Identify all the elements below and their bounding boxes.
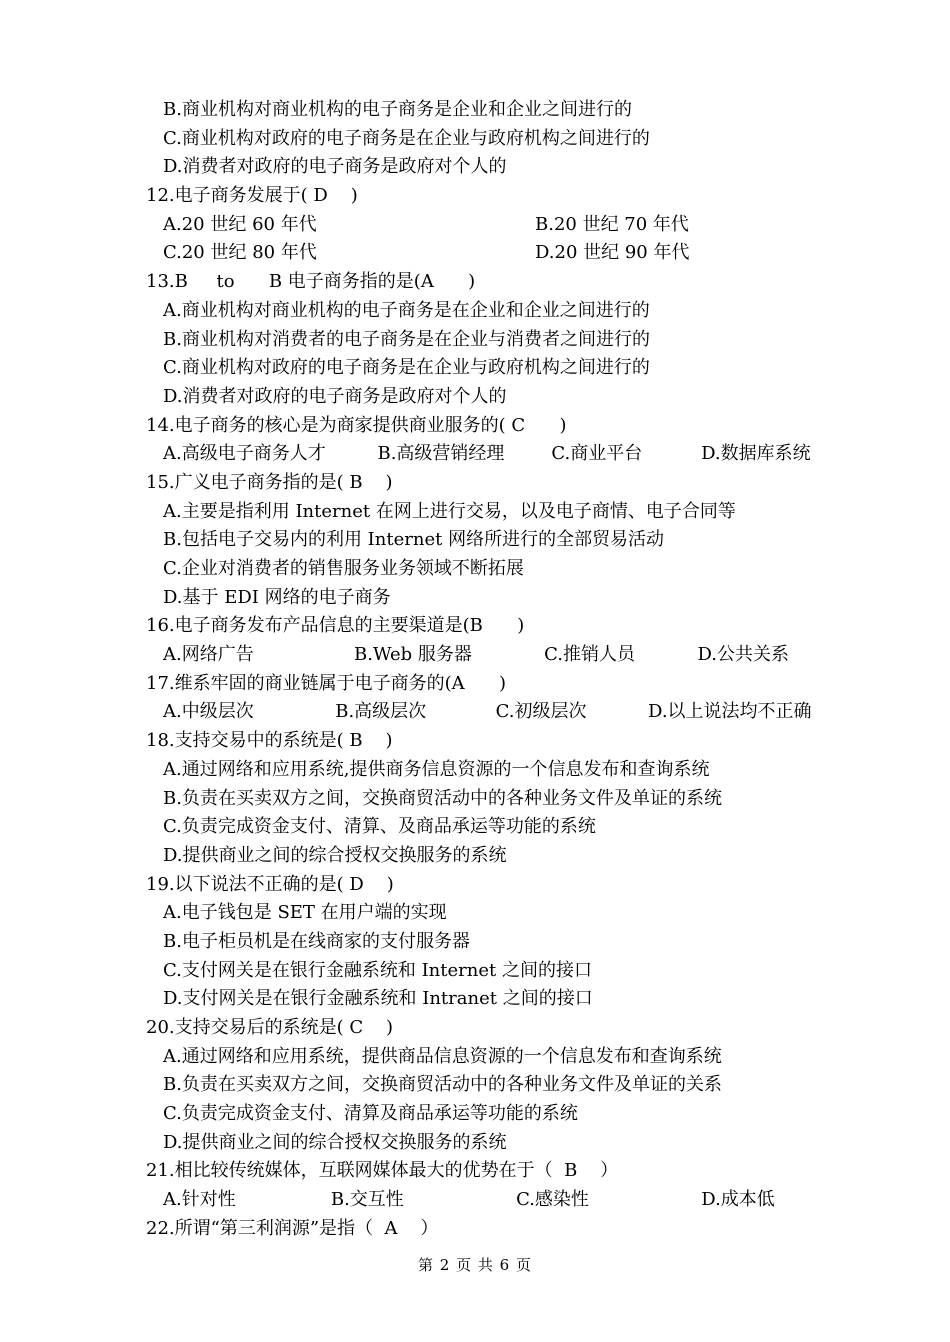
question-stem: 20.支持交易后的系统是( C ) <box>146 1017 394 1038</box>
option-text: D.数据库系统 <box>701 443 811 465</box>
option-text: B.Web 服务器 <box>354 644 472 666</box>
question-stem: 17.维系牢固的商业链属于电子商务的(A ) <box>146 672 506 694</box>
option-text: A.通过网络和应用系统,提供商务信息资源的一个信息发布和查询系统 <box>163 758 710 780</box>
option-row <box>146 211 846 240</box>
option-text: B.包括电子交易内的利用 Internet 网络所进行的全部贸易活动 <box>163 529 665 551</box>
question-stem: 12.电子商务发展于( D ) <box>146 185 358 207</box>
option-text: D.以上说法均不正确 <box>648 701 812 723</box>
option-text: B.负责在买卖双方之间，交换商贸活动中的各种业务文件及单证的关系 <box>163 1074 722 1096</box>
question-stem: 14.电子商务的核心是为商家提供商业服务的( C ) <box>146 414 567 436</box>
option-text: D.基于 EDI 网络的电子商务 <box>163 586 391 608</box>
option-row <box>146 641 846 670</box>
option-text: A.主要是指利用 Internet 在网上进行交易，以及电子商情、电子合同等 <box>163 500 736 522</box>
option-text: A.20 世纪 60 年代 <box>163 213 317 235</box>
question-stem: 15.广义电子商务指的是( B ) <box>146 471 393 493</box>
option-text: D.成本低 <box>701 1189 775 1211</box>
option-text: C.初级层次 <box>495 701 587 723</box>
option-text: A.通过网络和应用系统，提供商品信息资源的一个信息发布和查询系统 <box>163 1045 722 1067</box>
option-text: A.网络广告 <box>163 644 254 666</box>
option-text: D.公共关系 <box>697 644 790 666</box>
option-text: D.20 世纪 90 年代 <box>535 242 690 264</box>
option-text: C.支付网关是在银行金融系统和 Internet 之间的接口 <box>163 959 592 981</box>
option-text: A.中级层次 <box>163 701 254 723</box>
option-text: B.电子柜员机是在线商家的支付服务器 <box>163 930 470 952</box>
question-stem: 19.以下说法不正确的是( D ) <box>146 873 394 895</box>
option-text: C.商业机构对政府的电子商务是在企业与政府机构之间进行的 <box>163 357 650 379</box>
option-row <box>146 698 846 727</box>
option-text: A.高级电子商务人才 <box>163 443 326 465</box>
question-stem: 18.支持交易中的系统是( B ) <box>146 730 393 752</box>
option-text: D.消费者对政府的电子商务是政府对个人的 <box>163 156 507 178</box>
question-list <box>146 96 846 1244</box>
option-text: A.针对性 <box>163 1189 236 1211</box>
question-stem: 21.相比较传统媒体，互联网媒体最大的优势在于（ B ） <box>146 1160 619 1182</box>
option-text: D.支付网关是在银行金融系统和 Intranet 之间的接口 <box>163 988 593 1010</box>
option-text: A.电子钱包是 SET 在用户端的实现 <box>163 902 447 924</box>
option-text: B.高级营销经理 <box>377 443 505 465</box>
option-text: B.负责在买卖双方之间，交换商贸活动中的各种业务文件及单证的系统 <box>163 787 722 809</box>
option-text: C.商业平台 <box>551 443 643 465</box>
question-stem: 13.B to B 电子商务指的是(A ) <box>146 271 476 293</box>
question-stem: 16.电子商务发布产品信息的主要渠道是(B ) <box>146 615 525 637</box>
option-text: B.交互性 <box>330 1189 404 1211</box>
option-text: C.企业对消费者的销售服务业务领域不断拓展 <box>163 558 524 579</box>
question-stem: 22.所谓“第三利润源”是指（ A ） <box>146 1217 439 1239</box>
option-text: C.推销人员 <box>544 644 635 666</box>
option-text: B.商业机构对商业机构的电子商务是企业和企业之间进行的 <box>163 99 632 120</box>
option-text: D.提供商业之间的综合授权交换服务的系统 <box>163 1131 507 1153</box>
option-text: D.提供商业之间的综合授权交换服务的系统 <box>163 844 507 866</box>
option-text: B.20 世纪 70 年代 <box>535 213 689 235</box>
option-row <box>146 440 846 469</box>
option-row <box>146 1186 846 1215</box>
option-text: C.负责完成资金支付、清算、及商品承运等功能的系统 <box>163 816 596 838</box>
option-text: D.消费者对政府的电子商务是政府对个人的 <box>163 385 507 407</box>
option-text: C.商业机构对政府的电子商务是在企业与政府机构之间进行的 <box>163 127 650 149</box>
option-text: B.高级层次 <box>335 701 427 723</box>
page-footer: 第 2 页 共 6 页 <box>418 1256 532 1274</box>
option-text: A.商业机构对商业机构的电子商务是在企业和企业之间进行的 <box>163 299 650 321</box>
option-text: C.感染性 <box>516 1189 589 1211</box>
option-text: C.负责完成资金支付、清算及商品承运等功能的系统 <box>163 1103 578 1125</box>
option-row <box>146 239 846 268</box>
option-text: C.20 世纪 80 年代 <box>163 242 317 264</box>
option-text: B.商业机构对消费者的电子商务是在企业与消费者之间进行的 <box>163 328 650 350</box>
